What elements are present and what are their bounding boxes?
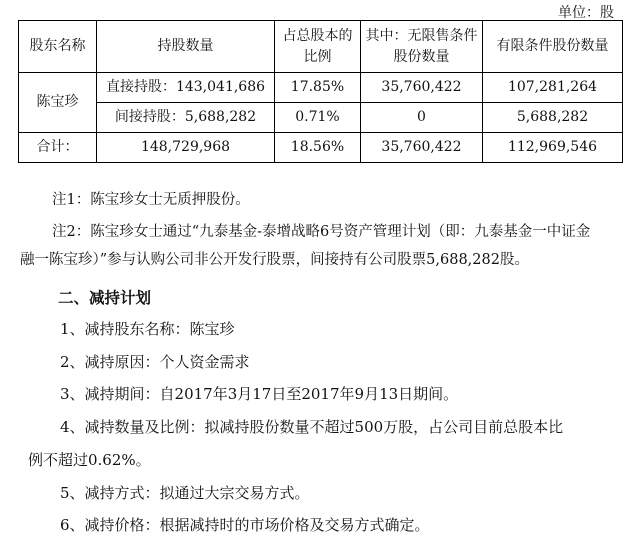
total-ratio: 18.56%	[275, 133, 361, 163]
note-2-line-2: 融一陈宝珍）”参与认购公司非公开发行股票，间接持有公司股票5,688,282股。	[20, 252, 529, 268]
shareholding-table	[18, 20, 623, 163]
table-total-row	[19, 133, 623, 163]
total-unrestricted: 35,760,422	[361, 133, 483, 163]
plan-item-quantity-line-1: 4、减持数量及比例：拟减持股份数量不超过500万股，占公司目前总股本比	[60, 418, 564, 436]
indirect-restricted: 5,688,282	[483, 103, 623, 133]
plan-item-shareholder: 1、减持股东名称：陈宝珍	[60, 320, 235, 338]
indirect-unrestricted: 0	[361, 103, 483, 133]
direct-holding: 直接持股：143,041,686	[97, 73, 275, 103]
plan-item-reason: 2、减持原因：个人资金需求	[60, 353, 250, 371]
total-restricted: 112,969,546	[483, 133, 623, 163]
plan-item-price: 6、减持价格：根据减持时的市场价格及交易方式确定。	[60, 516, 430, 534]
note-2-line-1: 注2：陈宝珍女士通过“九泰基金-泰增战略6号资产管理计划（即：九泰基金一中证金	[52, 224, 591, 240]
direct-unrestricted: 35,760,422	[361, 73, 483, 103]
header-unrestricted: 其中：无限售条件股份数量	[361, 21, 483, 73]
note-1: 注1：陈宝珍女士无质押股份。	[52, 192, 250, 208]
header-restricted: 有限条件股份数量	[483, 21, 623, 73]
section-heading: 二、减持计划	[58, 288, 152, 307]
plan-item-period: 3、减持期间：自2017年3月17日至2017年9月13日期间。	[60, 385, 459, 403]
header-holding: 持股数量	[97, 21, 275, 73]
table-row	[19, 103, 623, 133]
plan-item-quantity-line-2: 例不超过0.62%。	[28, 451, 151, 469]
shareholder-name: 陈宝珍	[19, 73, 97, 133]
direct-restricted: 107,281,264	[483, 73, 623, 103]
table-row	[19, 73, 623, 103]
total-label: 合计：	[19, 133, 97, 163]
unit-label: 单位：股	[558, 5, 614, 21]
total-holding: 148,729,968	[97, 133, 275, 163]
direct-ratio: 17.85%	[275, 73, 361, 103]
table-header-row	[19, 21, 623, 73]
indirect-ratio: 0.71%	[275, 103, 361, 133]
header-ratio: 占总股本的比例	[275, 21, 361, 73]
header-shareholder: 股东名称	[19, 21, 97, 73]
indirect-holding: 间接持股：5,688,282	[97, 103, 275, 133]
plan-item-method: 5、减持方式：拟通过大宗交易方式。	[60, 484, 310, 502]
